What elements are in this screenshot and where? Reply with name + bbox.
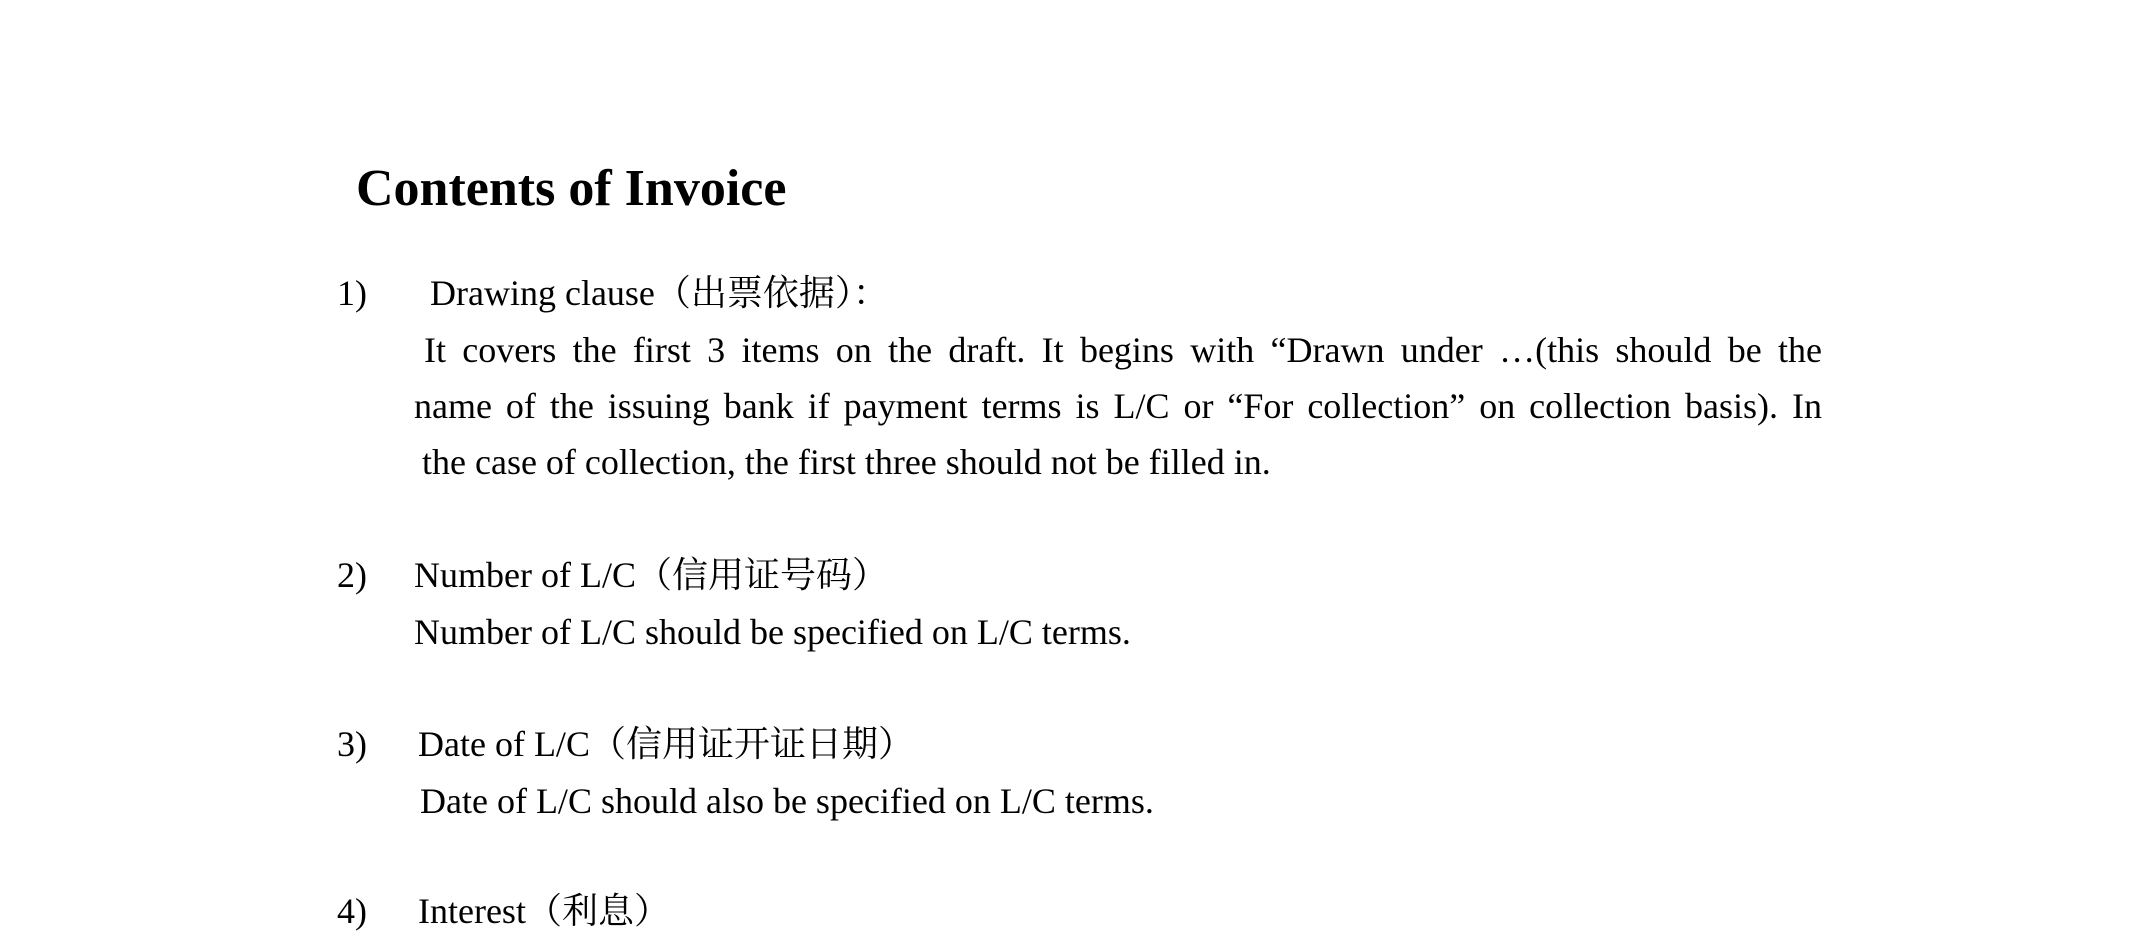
item-number: 1) <box>337 273 367 313</box>
item-body <box>420 773 1154 829</box>
body-line: Date of L/C should also be specified on L/C terms. <box>420 781 1154 821</box>
body-line: the case of collection, the first three should not be filled in. <box>422 442 1271 482</box>
body-line: name of the issuing bank if payment terms is L/C or “For collection” on collection basis). In <box>414 386 1822 426</box>
item-number: 3) <box>337 724 367 764</box>
item-body <box>414 604 1131 660</box>
item-heading: Drawing clause（出票依据）： <box>430 273 889 313</box>
body-line: Number of L/C should be specified on L/C terms. <box>414 612 1131 652</box>
item-number: 2) <box>337 555 367 595</box>
item-number: 4) <box>337 891 367 931</box>
body-line: It covers the first 3 items on the draft. It begins with “Drawn under …(this should be the <box>424 330 1822 370</box>
item-heading: Date of L/C（信用证开证日期） <box>418 724 914 764</box>
page-title: Contents of Invoice <box>356 160 787 217</box>
item-body <box>414 322 1822 490</box>
item-heading: Number of L/C（信用证号码） <box>414 555 888 595</box>
item-heading: Interest（利息） <box>418 891 670 931</box>
